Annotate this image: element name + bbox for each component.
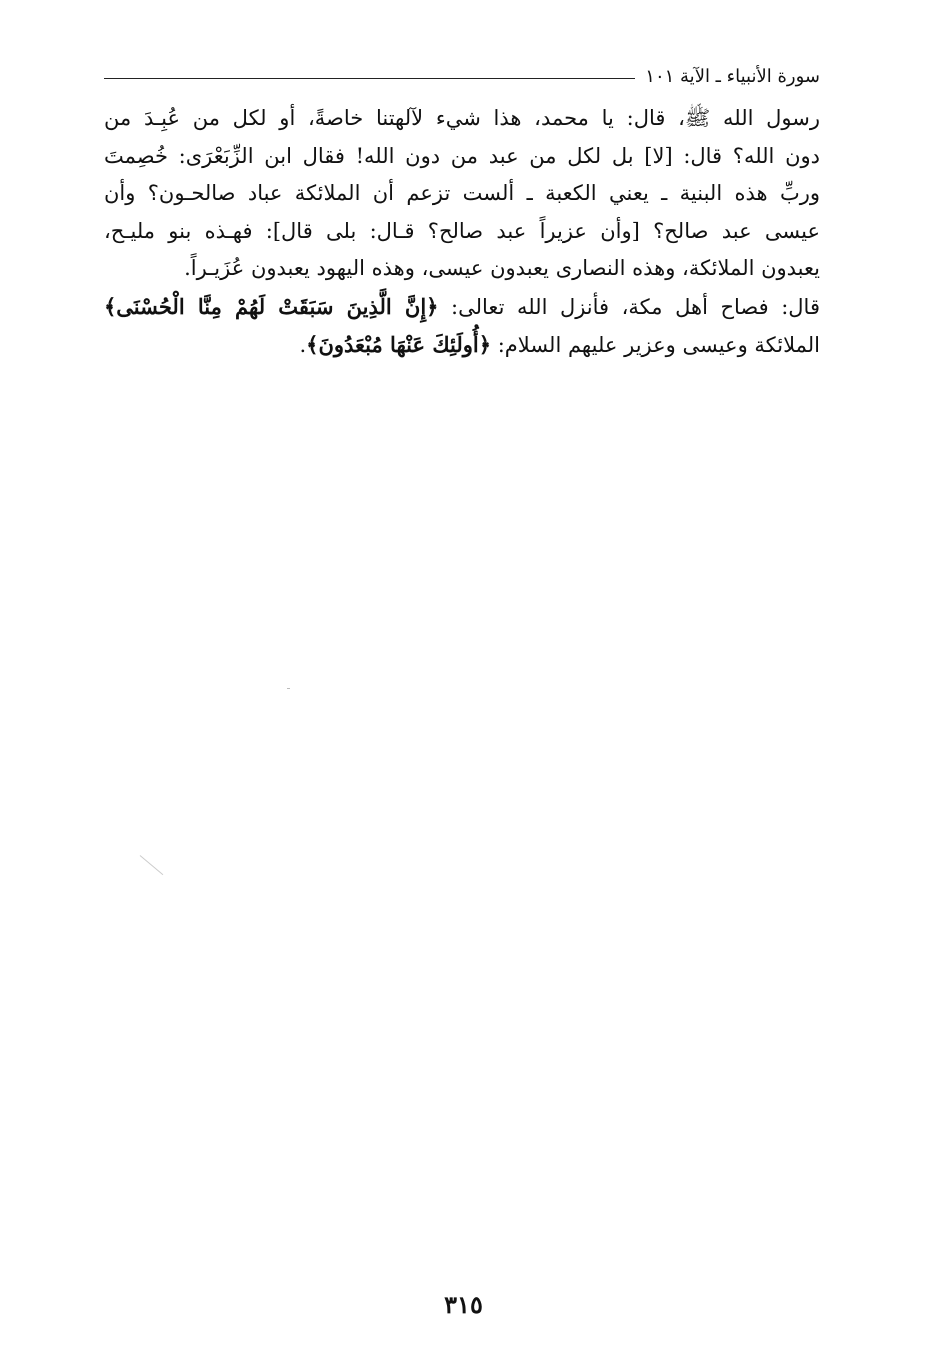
quran-verse: ﴿أُولَئِكَ عَنْهَا مُبْعَدُونَ﴾ xyxy=(306,332,492,357)
body-text xyxy=(104,100,820,365)
scan-speck xyxy=(287,688,290,689)
scan-speck xyxy=(140,855,164,875)
quran-verse: ﴿إِنَّ الَّذِينَ سَبَقَتْ لَهُمْ مِنَّا الْحُسْنَى﴾ xyxy=(104,293,439,319)
header-title: سورة الأنبياء ـ الآية ١٠١ xyxy=(645,65,820,87)
text-line xyxy=(104,288,820,327)
text-line: يعبدون الملائكة، وهذه النصارى يعبدون عيسى، وهذه اليهود يعبدون عُزَيـراً. xyxy=(184,256,820,280)
text-line: عيسى عبد صالح؟ [وأن عزيراً عبد صالح؟ قـال: بلى قال]: فهـذه بنو مليـح، xyxy=(104,218,820,243)
page-number: ٣١٥ xyxy=(444,1290,483,1319)
text-line: رسول الله ﷺ، قال: يا محمد، هذا شيء لآلهتنا خاصةً، أو لكل من عُبِـدَ من xyxy=(104,106,820,130)
running-header xyxy=(104,62,820,90)
text-line-prefix: قال: فصاح أهل مكة، فأنزل الله تعالى: xyxy=(438,294,820,319)
text-line: دون الله؟ قال: [لا] بل لكل من عبد من دون الله! فقال ابن الزِّبَعْرَى: خُصِمتَ xyxy=(104,143,820,168)
text-line: وربِّ هذه البنية ـ يعني الكعبة ـ ألست تزعم أن الملائكة عباد صالحـون؟ وأن xyxy=(104,181,820,205)
text-line-prefix: الملائكة وعيسى وعزير عليهم السلام: xyxy=(491,333,820,357)
text-line-suffix: . xyxy=(299,333,307,357)
text-line xyxy=(104,326,820,365)
header-rule xyxy=(104,78,635,79)
